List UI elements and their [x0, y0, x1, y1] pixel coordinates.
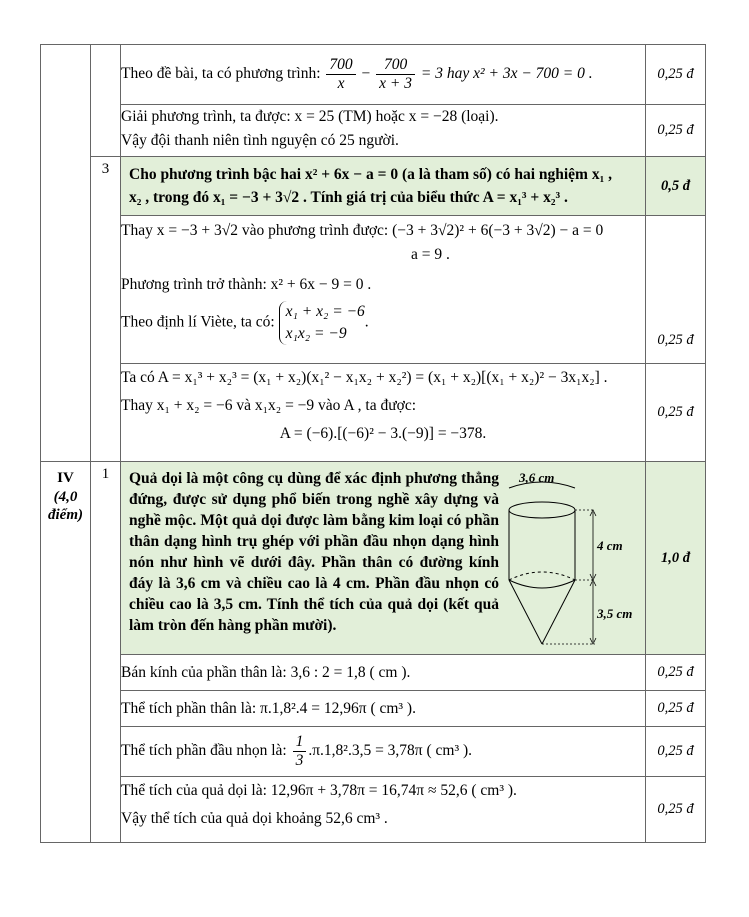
cone-side [509, 580, 542, 644]
solution-table [40, 44, 706, 843]
fraction: $\frac{700}{x}$ [326, 56, 355, 93]
table-row [41, 105, 706, 157]
num-cell-empty [91, 45, 121, 157]
score: 0,25 đ [646, 727, 706, 777]
table-row [41, 727, 706, 777]
score: 0,5 đ [646, 157, 706, 216]
score: 0,25 đ [646, 777, 706, 843]
part-label: IV (4,0 điểm) [41, 462, 91, 843]
body-height-label: 4 cm [597, 538, 623, 553]
question-number: 1 [91, 462, 121, 843]
cone-side [542, 580, 575, 644]
score: 0,25 đ [646, 45, 706, 105]
cylinder-top [509, 502, 575, 518]
score: 0,25 đ [646, 655, 706, 691]
fraction: $\frac{1}{3}$ [293, 733, 307, 770]
table-row [41, 462, 706, 655]
q3-solution-step2: Ta có A = x₁³ + x₂³ = (x₁ + x₂)(x₁² − x₁x₂ + x₂²) = (x₁ + x₂)[(x₁ + x₂)² − 3x₁x₂] . Thay x₁ + x₂ = −6 và x₁x₂ = −9 vào A , ta được: A = (−6).[(−6)² − 3.(−9)] = −378. [121, 364, 646, 462]
table-row [41, 691, 706, 727]
score: 0,25 đ [646, 364, 706, 462]
table-row [41, 216, 706, 364]
fraction: $\frac{700}{x + 3}$ [376, 56, 415, 93]
answer-body-volume: Thể tích phần thân là: π.1,8².4 = 12,96π ( cm³ ). [121, 691, 646, 727]
table-row [41, 777, 706, 843]
question-3-text: Cho phương trình bậc hai x² + 6x − a = 0 (a là tham số) có hai nghiệm x₁ , x₂ , trong đó x₁ = −3 + 3√2 . Tính giá trị của biểu thức A = x₁³ + x₂³ . [121, 157, 646, 216]
part-cell-empty [41, 45, 91, 462]
answer-tip-volume: Thể tích phần đầu nhọn là: $\frac{1}{3}$ .π.1,8².3,5 = 3,78π ( cm³ ). [121, 727, 646, 777]
equation-system: x₁ + x₂ = −6 x₁x₂ = −9 [279, 301, 365, 345]
score: 0,25 đ [646, 216, 706, 364]
equation-setup: Theo đề bài, ta có phương trình: $\frac{700}{x}$ − $\frac{700}{x + 3}$ = 3 hay x² + 3x − 700 = 0 . [121, 45, 646, 105]
table-row [41, 157, 706, 216]
score: 1,0 đ [646, 462, 706, 655]
score: 0,25 đ [646, 691, 706, 727]
table-row [41, 364, 706, 462]
table-row [41, 655, 706, 691]
answer-radius: Bán kính của phần thân là: 3,6 : 2 = 1,8 ( cm ). [121, 655, 646, 691]
table-row [41, 45, 706, 105]
question-plumb-bob: Quả dọi là một công cụ dùng để xác định phương thẳng đứng, được sử dụng phổ biến trong nghề xây dựng và nghề mộc. Một quả dọi được làm bằng kim loại có phần thân dạng hình trụ ghép với phần đầu nhọn dạng hình nón như hình vẽ dưới đây. Phần thân có đường kính đáy là 3,6 cm và chiều cao là 4 cm. Phần đầu nhọn có chiều cao là 3,5 cm. Tính thể tích của quả dọi (kết quả làm tròn đến hàng phần mười). 3,6 cm 4 cm 3,5 cm [121, 462, 646, 655]
answer-total-volume: Thể tích của quả dọi là: 12,96π + 3,78π = 16,74π ≈ 52,6 ( cm³ ). Vậy thể tích của quả dọi khoảng 52,6 cm³ . [121, 777, 646, 843]
solve-result: Giải phương trình, ta được: x = 25 (TM) hoặc x = −28 (loại). Vậy đội thanh niên tình nguyện có 25 người. [121, 105, 646, 157]
q3-solution-step1: Thay x = −3 + 3√2 vào phương trình được: (−3 + 3√2)² + 6(−3 + 3√2) − a = 0 a = 9 . Phương trình trở thành: x² + 6x − 9 = 0 . Theo định lí Viète, ta có: x₁ + x₂ = −6 x₁x₂ = −9 . [121, 216, 646, 364]
diameter-label: 3,6 cm [519, 470, 555, 485]
tip-height-label: 3,5 cm [597, 606, 633, 621]
question-number: 3 [91, 157, 121, 462]
score: 0,25 đ [646, 105, 706, 157]
plumb-bob-figure [505, 468, 635, 648]
